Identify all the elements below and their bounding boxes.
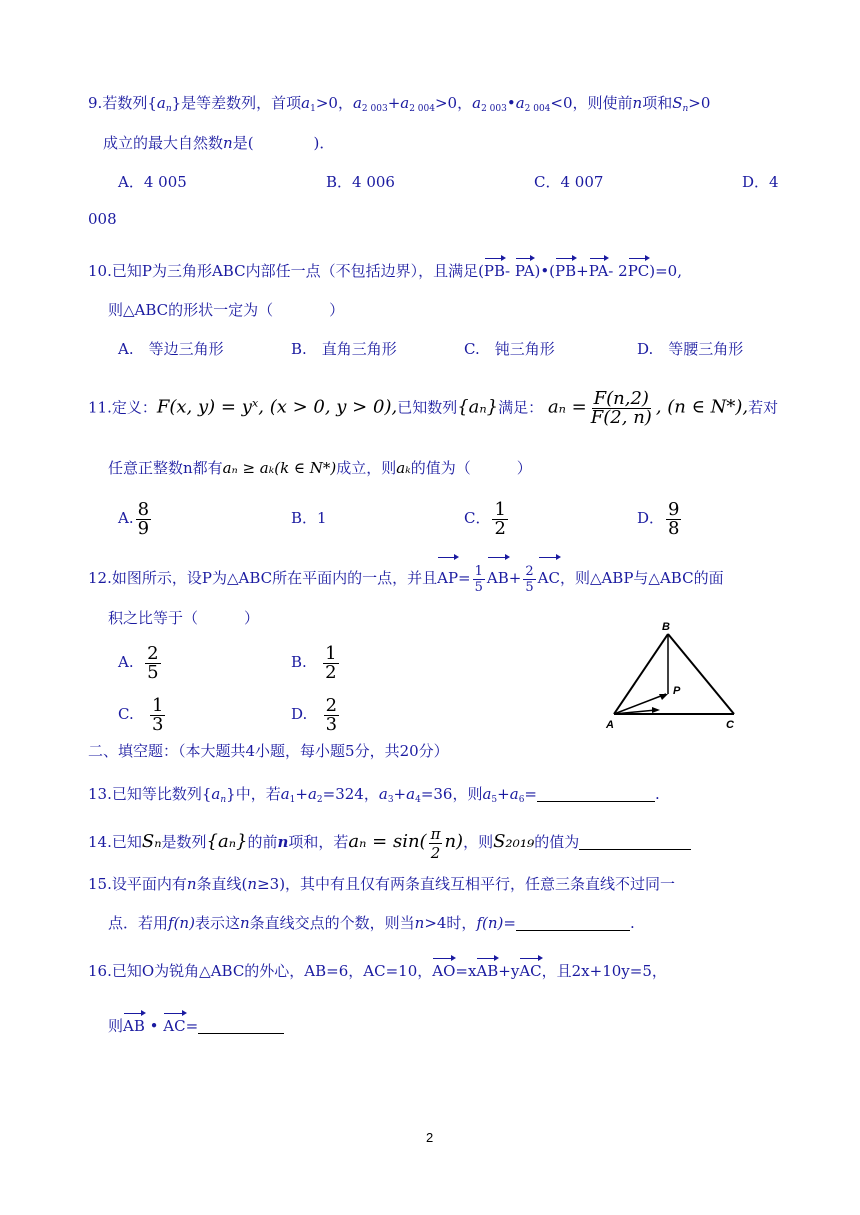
q9-text: • <box>506 94 516 112</box>
frac-denominator: F(2, n) <box>590 407 652 428</box>
q16-line2 <box>108 1011 284 1036</box>
frac-numerator: 2 <box>325 694 338 716</box>
q16-text: 则 <box>108 1017 124 1035</box>
frac-numerator: 1 <box>325 642 337 664</box>
q9-line2: 成立的最大自然数n是( )． <box>103 134 335 152</box>
q16-number: 16. <box>88 962 112 980</box>
q12-text: ） <box>244 609 260 627</box>
q15-n: n <box>239 914 250 932</box>
arrowhead-ap <box>659 694 668 700</box>
q15-text: ≥3)，其中有且仅有两条直线互相平行，任意三条直线不过同一 <box>257 875 676 893</box>
answer-blank[interactable] <box>537 785 655 802</box>
q15-line1 <box>88 874 675 894</box>
option-label: B. <box>291 653 307 671</box>
q9-text: >0， <box>434 94 473 112</box>
option-label: D． <box>637 509 665 527</box>
q14-number: 14. <box>88 833 112 851</box>
vector-ac: AC <box>538 555 560 596</box>
q9-option-b: B．4 006 <box>326 173 395 191</box>
q9-option-d-wrap: 008 <box>88 210 117 228</box>
q9-line1: 9.若数列$\{a_n\}$是等差数列，首项$a_1>0$，$a_{2 003}+a_{2 004}>0$，$a_{2 003}•a_{2 004}<0$，则使前n项和$S_n>0$ <box>88 94 711 114</box>
q16-text: 已知O为锐角△ABC的外心，AB=6，AC=10， <box>111 962 433 980</box>
q15-text: 点．若用 <box>108 914 169 932</box>
q12-option-a <box>118 640 163 684</box>
q11-ak: aₖ <box>396 459 411 477</box>
q9-option-a: A．4 005 <box>118 173 187 191</box>
q10-line2 <box>108 300 344 320</box>
q11-text: 若对 <box>748 398 779 417</box>
frac-numerator: 2 <box>525 563 534 579</box>
q11-text: 已知数列 <box>397 398 458 417</box>
vector-ap: AP <box>437 555 458 596</box>
q9-text: 若数列{ <box>102 94 157 112</box>
q12-text: = <box>458 569 471 587</box>
frac-numerator: F(n,2) <box>593 388 649 409</box>
q10-option-c: C. 钝三角形 <box>464 340 555 358</box>
q14-fraction <box>429 825 443 862</box>
q13-text: + <box>497 785 510 803</box>
q9-number: 9. <box>88 94 103 112</box>
answer-blank[interactable] <box>516 914 630 931</box>
triangle-figure <box>600 618 750 733</box>
option-label: C. <box>118 705 134 723</box>
q10-text: )=0, <box>649 262 682 280</box>
q15-text: = <box>503 914 516 932</box>
q13-text: }中，若 <box>226 785 281 803</box>
q10-text: - 2 <box>608 262 628 280</box>
option-fraction <box>323 642 338 683</box>
frac-numerator: 1 <box>494 498 506 520</box>
option-fraction <box>136 498 151 539</box>
q9-text: 成立的最大自然数 <box>103 134 224 152</box>
q14-text: 的值为 <box>534 833 580 851</box>
q16-line1 <box>88 956 667 981</box>
q13-line: 13.已知等比数列$\{a_n\}$中，若$a_1+a_2=324$，$a_3+a_4=36$，则$a_5+a_6=$ . <box>88 785 660 805</box>
q11-an: aₙ = <box>547 396 587 418</box>
q9-text: >0， <box>315 94 353 112</box>
q11-text: 任意正整数n都有 <box>108 459 223 477</box>
q15-text: >4时， <box>424 914 477 932</box>
q13-text: + <box>295 785 308 803</box>
q9-text: <0，则使前 <box>550 94 633 112</box>
q15-n: n <box>414 914 425 932</box>
q14-formula: n) <box>444 831 464 852</box>
q13-text: . <box>655 785 660 803</box>
option-fraction <box>150 694 165 735</box>
q14-line <box>88 822 691 862</box>
q10-number: 10. <box>88 262 112 280</box>
q11-sequence: {aₙ} <box>457 396 499 418</box>
q11-formula: F(x, y) = yˣ, (x > 0, y > 0), <box>156 396 398 418</box>
vector-ac: AC <box>163 1011 185 1036</box>
q16-text: ，且2x+10y=5， <box>541 962 667 980</box>
q11-condition: , (n ∈ N*), <box>655 396 749 418</box>
q13-text: + <box>393 785 407 803</box>
q14-n: n <box>277 833 289 851</box>
q14-text: 项和，若 <box>288 833 349 851</box>
q9-text: 项和 <box>642 94 673 112</box>
frac-numerator: 8 <box>137 498 150 520</box>
q9-option-d: D．4 <box>742 173 779 191</box>
q14-text: ，则 <box>463 833 494 851</box>
frac-denominator: 5 <box>474 579 483 595</box>
q10-text: 已知P为三角形ABC内部任一点（不包括边界），且满足( <box>111 262 484 280</box>
q12-text: ，则△ABP与△ABC的面 <box>559 569 724 587</box>
q12-number: 12. <box>88 569 112 587</box>
q12-line2 <box>108 608 259 628</box>
answer-blank[interactable] <box>579 833 691 850</box>
frac-numerator: 2 <box>147 642 159 664</box>
q14-sn: Sₙ <box>141 831 162 852</box>
section-heading: 二、填空题：（本大题共4小题，每小题5分，共20分） <box>88 742 449 760</box>
q11-text: 定义： <box>111 398 157 417</box>
q15-text: 条直线( <box>196 875 248 893</box>
q9-text: 是( <box>232 134 254 152</box>
q13-text: 已知等比数列{ <box>111 785 212 803</box>
q15-text: 条直线交点的个数，则当 <box>249 914 415 932</box>
q12-fraction <box>473 564 485 595</box>
q16-text: +y <box>498 962 520 980</box>
q13-number: 13. <box>88 785 112 803</box>
option-label: A. <box>118 653 134 671</box>
answer-blank[interactable] <box>198 1017 284 1034</box>
page-number: 2 <box>426 1130 434 1145</box>
vector-ao: AO <box>432 956 455 981</box>
q14-formula: aₙ = sin( <box>348 831 427 852</box>
q11-text: 成立，则 <box>336 459 397 477</box>
q11-line1 <box>88 390 778 427</box>
q13-text: =324， <box>322 785 379 803</box>
frac-denominator: 2 <box>325 661 337 683</box>
q11-number: 11. <box>88 398 112 417</box>
q12-fraction <box>523 564 535 595</box>
q16-text: = <box>185 1017 199 1035</box>
vector-pa: PA <box>515 256 535 281</box>
q10-text: 则△ABC的形状一定为（ <box>108 301 274 319</box>
vertex-c-label: C <box>726 719 734 731</box>
option-fraction <box>324 694 339 735</box>
vector-ab: AB <box>123 1011 145 1036</box>
q13-text: = <box>524 785 537 803</box>
vector-pa: PA <box>589 256 609 281</box>
q10-text: + <box>576 262 589 280</box>
q11-option-d <box>637 498 683 538</box>
option-label: C． <box>464 509 491 527</box>
q12-option-c <box>118 692 167 736</box>
q10-line1 <box>88 256 682 281</box>
option-fraction <box>492 498 507 539</box>
frac-denominator: 2 <box>494 517 506 539</box>
vector-ab: AB <box>476 956 498 981</box>
option-label: A. <box>118 509 134 527</box>
option-fraction <box>666 498 681 539</box>
q11-text: 的值为（ <box>410 459 471 477</box>
frac-numerator: 1 <box>474 563 483 579</box>
q14-text: 是数列 <box>161 833 207 851</box>
q10-option-a: A. 等边三角形 <box>118 340 224 358</box>
q10-text: ） <box>329 301 345 319</box>
q11-option-c <box>464 498 510 538</box>
q15-n: n <box>247 875 258 893</box>
q15-n: n <box>186 875 197 893</box>
q12-text: + <box>508 569 522 587</box>
frac-denominator: 3 <box>152 713 164 735</box>
q12-option-b <box>291 640 341 684</box>
q14-text: 的前 <box>247 833 278 851</box>
vertex-b-label: B <box>662 621 670 633</box>
arrowhead-ac <box>652 707 660 713</box>
frac-denominator: 8 <box>668 517 680 539</box>
q14-sequence: {aₙ} <box>206 831 248 852</box>
q10-text: )•( <box>534 262 556 280</box>
frac-denominator: 5 <box>147 661 159 683</box>
q11-option-b: B．1 <box>291 509 327 527</box>
vector-pb: PB <box>555 256 576 281</box>
q15-number: 15. <box>88 875 112 893</box>
frac-numerator: 9 <box>668 498 680 520</box>
q11-line2 <box>108 458 532 478</box>
vector-ac: AC <box>519 956 541 981</box>
q12-option-d <box>291 692 341 736</box>
q11-formula: aₙ ≥ aₖ(k ∈ N*) <box>222 459 337 477</box>
frac-numerator: 1 <box>152 694 164 716</box>
q16-text: • <box>149 1017 159 1035</box>
q10-option-d: D. 等腰三角形 <box>637 340 744 358</box>
q15-fn: f(n) <box>476 914 504 932</box>
frac-denominator: 5 <box>525 579 534 595</box>
option-fraction <box>145 642 160 683</box>
q16-text: =x <box>455 962 477 980</box>
q14-text: 已知 <box>111 833 142 851</box>
q11-text: ） <box>516 459 532 477</box>
frac-denominator: 9 <box>137 517 150 539</box>
q9-text: }是等差数列，首项 <box>171 94 302 112</box>
frac-denominator: 3 <box>325 713 338 735</box>
q15-line2 <box>108 913 635 933</box>
point-p-label: P <box>673 685 681 697</box>
q9-text: + <box>387 94 401 112</box>
q11-option-a <box>118 498 153 538</box>
q11-fraction <box>589 390 654 427</box>
q11-text: 满足： <box>498 398 544 417</box>
q15-fn: f(n) <box>168 914 195 932</box>
vector-ab: AB <box>487 555 509 596</box>
q12-line1 <box>88 555 724 596</box>
q9-text: >0 <box>688 94 711 112</box>
q15-text: 表示这 <box>194 914 240 932</box>
frac-denominator: 2 <box>430 843 441 862</box>
q15-text: . <box>629 914 635 932</box>
edge-ab <box>614 634 668 714</box>
frac-numerator: π <box>430 824 441 843</box>
vector-pc: PC <box>628 256 650 281</box>
q13-text: =36，则 <box>420 785 483 803</box>
q12-text: 积之比等于（ <box>108 609 199 627</box>
q14-s2019: S₂₀₁₉ <box>493 831 535 852</box>
q10-option-b: B. 直角三角形 <box>291 340 397 358</box>
q10-text: - <box>505 262 511 280</box>
option-label: D. <box>291 705 308 723</box>
vector-pb: PB <box>484 256 505 281</box>
q15-text: 设平面内有 <box>111 875 187 893</box>
edge-bc <box>668 634 734 714</box>
q9-text: )． <box>313 134 335 152</box>
q12-text: 如图所示，设P为△ABC所在平面内的一点，并且 <box>111 569 438 587</box>
q9-option-c: C．4 007 <box>534 173 604 191</box>
vertex-a-label: A <box>606 719 614 731</box>
